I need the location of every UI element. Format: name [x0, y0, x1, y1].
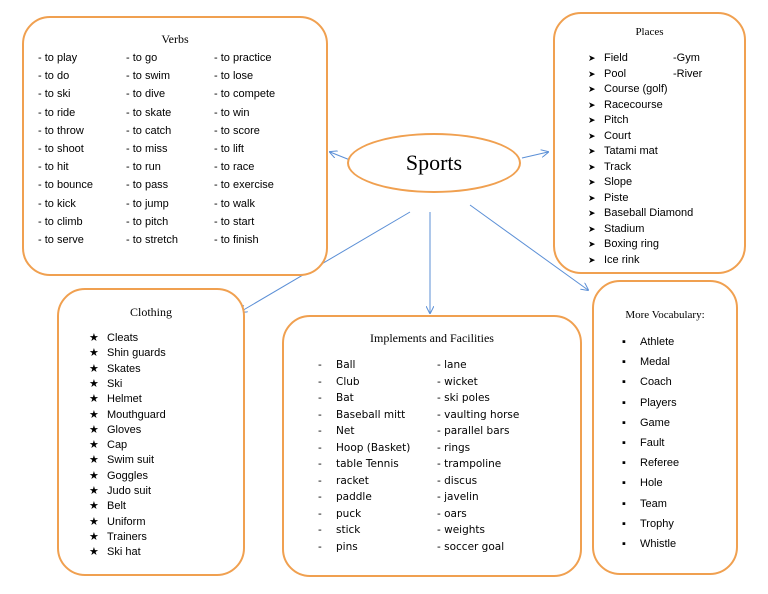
verb-item-text: - to race — [214, 161, 255, 174]
dash-icon: - — [318, 408, 322, 421]
verb-item-text: - to dive — [126, 88, 166, 101]
dash-icon: - — [318, 392, 322, 404]
dash-icon: - — [318, 458, 322, 470]
facility-item — [437, 523, 485, 537]
verb-item-text: - to bounce — [38, 179, 94, 192]
clothing-item — [89, 453, 154, 467]
facility-item-text: - parallel bars — [437, 425, 510, 437]
vocab-item-text: Players — [640, 396, 677, 409]
arrowhead-icon: ➤ — [588, 130, 596, 141]
place-item — [588, 160, 631, 174]
place-item — [588, 237, 659, 251]
verb-item-text: - to kick — [38, 197, 76, 210]
clothing-item — [89, 438, 127, 452]
facility-item-text: - vaulting horse — [437, 408, 520, 421]
arrowhead-icon: ➤ — [588, 223, 596, 234]
implements-box — [282, 315, 582, 577]
star-icon: ★ — [89, 485, 99, 497]
facility-item — [437, 474, 477, 488]
place-item — [588, 253, 639, 267]
verb-item — [214, 178, 274, 192]
vocab-item-text: Trophy — [640, 517, 674, 530]
dash-icon: - — [318, 540, 322, 553]
place-item-text: Field — [604, 52, 628, 64]
star-icon: ★ — [89, 454, 99, 467]
verb-item — [38, 160, 69, 174]
place-extra-item — [673, 67, 702, 81]
clothing-item — [89, 408, 166, 422]
clothing-item — [89, 530, 147, 544]
facility-item-text: - soccer goal — [437, 540, 505, 553]
place-item — [588, 206, 693, 220]
clothing-item — [89, 331, 138, 345]
clothing-item-text: Belt — [107, 500, 126, 513]
square-bullet-icon: ▪ — [622, 336, 626, 348]
vocab-item — [622, 497, 667, 511]
place-item-text: Court — [604, 129, 631, 142]
clothing-item-text: Judo suit — [107, 485, 152, 497]
verb-item-text: - to compete — [214, 88, 276, 101]
arrowhead-icon: ➤ — [588, 161, 596, 172]
arrowhead-icon: ➤ — [588, 239, 596, 249]
verb-item-text: - to skate — [126, 106, 172, 119]
place-item-text: Pool — [604, 67, 627, 80]
dash-icon: - — [318, 474, 322, 487]
facility-item-text: - oars — [437, 507, 467, 520]
vocab-item-text: Fault — [640, 437, 665, 449]
vocab-item — [622, 456, 679, 470]
clothing-item-text: Trainers — [107, 530, 147, 543]
arrowhead-icon: ➤ — [588, 192, 596, 203]
place-item-text: Course (golf) — [604, 83, 668, 95]
star-icon: ★ — [89, 347, 99, 360]
verb-item — [38, 124, 84, 138]
square-bullet-icon: ▪ — [622, 457, 626, 470]
vocab-item — [622, 476, 663, 490]
clothing-item-text: Uniform — [107, 515, 146, 528]
verb-item-text: - to shoot — [38, 143, 84, 155]
verb-item — [126, 87, 165, 101]
square-bullet-icon: ▪ — [622, 356, 626, 369]
implement-item-text: stick — [336, 524, 361, 536]
star-icon: ★ — [89, 546, 99, 559]
verb-item-text: - to swim — [126, 70, 170, 83]
verb-item-text: - to score — [214, 124, 260, 137]
place-item-text: Racecourse — [604, 98, 663, 111]
star-icon: ★ — [89, 439, 99, 452]
arrowhead-icon: ➤ — [588, 84, 596, 94]
verb-item — [126, 69, 170, 83]
place-extra-item-text: -River — [673, 67, 703, 80]
vocab-item-text: Medal — [640, 356, 670, 369]
place-item — [588, 222, 644, 236]
star-icon: ★ — [89, 530, 99, 543]
clothing-item — [89, 499, 126, 513]
verb-item — [214, 69, 253, 83]
star-icon: ★ — [89, 515, 99, 528]
star-icon: ★ — [89, 362, 99, 375]
facility-item — [437, 375, 478, 389]
implement-item — [318, 507, 361, 521]
implement-item-text: pins — [336, 540, 358, 553]
implement-item-text: puck — [336, 507, 362, 520]
square-bullet-icon: ▪ — [622, 517, 626, 530]
verb-item — [38, 87, 70, 101]
place-item-text: Slope — [604, 176, 633, 188]
arrowhead-icon: ➤ — [588, 146, 596, 156]
verb-item — [126, 233, 178, 247]
dash-icon: - — [318, 375, 322, 388]
clothing-item-text: Shin guards — [107, 347, 166, 360]
square-bullet-icon: ▪ — [622, 416, 626, 429]
verb-item — [126, 197, 169, 211]
dash-icon: - — [318, 524, 322, 536]
verb-item — [214, 106, 249, 120]
vocab-box — [592, 280, 738, 575]
clothing-box — [57, 288, 245, 576]
clothing-item — [89, 346, 166, 360]
clothing-item-text: Goggles — [107, 469, 148, 482]
place-item-text: Pitch — [604, 114, 629, 126]
verb-item-text: - to hit — [38, 161, 69, 174]
vocab-item — [622, 396, 677, 410]
verb-item — [38, 69, 69, 83]
verb-item — [214, 160, 254, 174]
center-label: Sports — [405, 150, 463, 175]
facility-item — [437, 424, 509, 438]
verb-item-text: - to lift — [214, 143, 244, 155]
facility-item-text: - discus — [437, 474, 478, 487]
verb-item-text: - to lose — [214, 70, 254, 83]
facility-item — [437, 507, 467, 521]
star-icon: ★ — [89, 500, 99, 513]
verb-item — [126, 51, 157, 65]
dash-icon: - — [318, 359, 322, 371]
verb-item-text: - to ride — [38, 106, 76, 119]
verb-item-text: - to go — [126, 52, 158, 64]
verb-item — [214, 51, 271, 65]
verb-item-text: - to win — [214, 106, 250, 119]
facility-item-text: - wicket — [437, 375, 478, 388]
place-item-text: Tatami mat — [604, 145, 658, 157]
star-icon: ★ — [89, 377, 99, 390]
verb-item — [126, 124, 171, 138]
implement-item — [318, 474, 369, 488]
center-node-sports — [347, 133, 521, 193]
vocab-item — [622, 375, 672, 389]
implements-title: Implements and Facilities — [370, 331, 494, 345]
place-item-text: Ice rink — [604, 253, 640, 266]
dash-icon: - — [318, 441, 322, 454]
verb-item-text: - to start — [214, 215, 255, 228]
place-extra-item-text: -Gym — [673, 52, 700, 64]
vocab-item-text: Team — [640, 497, 667, 510]
place-item — [588, 98, 663, 112]
clothing-item-text: Ski hat — [107, 546, 141, 559]
verb-item — [126, 160, 161, 174]
dash-icon: - — [318, 425, 322, 437]
verb-item-text: - to pitch — [126, 215, 169, 228]
vocab-item-text: Whistle — [640, 538, 677, 550]
verb-item-text: - to miss — [126, 143, 168, 155]
verb-item-text: - to serve — [38, 234, 84, 246]
facility-item — [437, 358, 467, 372]
facility-item — [437, 391, 490, 405]
clothing-item — [89, 469, 148, 483]
square-bullet-icon: ▪ — [622, 396, 626, 409]
places-title: Places — [635, 26, 664, 38]
place-item-text: Stadium — [604, 222, 645, 235]
facility-item — [437, 457, 501, 471]
vocab-title: More Vocabulary: — [625, 309, 705, 321]
verb-item — [126, 215, 168, 229]
verb-item — [214, 233, 259, 247]
arrowhead-icon: ➤ — [588, 53, 596, 63]
place-item-text: Track — [604, 160, 632, 173]
verb-item — [38, 106, 75, 120]
vocab-item — [622, 517, 674, 531]
clothing-item-text: Gloves — [107, 423, 142, 436]
implement-item-text: table Tennis — [336, 458, 399, 470]
verb-item — [38, 215, 83, 229]
arrowhead-icon: ➤ — [588, 177, 596, 187]
place-extra-item — [673, 51, 700, 65]
square-bullet-icon: ▪ — [622, 477, 626, 490]
verb-item — [214, 124, 260, 138]
clothing-item-text: Cap — [107, 439, 128, 452]
clothing-item-text: Swim suit — [107, 454, 155, 467]
facility-item-text: - trampoline — [437, 458, 502, 470]
vocab-item — [622, 335, 674, 349]
place-item — [588, 144, 658, 158]
implement-item-text: Ball — [336, 359, 356, 371]
place-item — [588, 82, 668, 96]
dash-icon: - — [318, 507, 322, 520]
implement-item — [318, 408, 405, 422]
verb-item — [38, 197, 76, 211]
arrowhead-icon: ➤ — [588, 68, 596, 79]
clothing-item — [89, 423, 141, 437]
vocab-item-text: Athlete — [640, 336, 675, 348]
place-item — [588, 51, 628, 65]
vocab-item — [622, 355, 670, 369]
arrowhead-icon: ➤ — [588, 254, 596, 265]
star-icon: ★ — [89, 393, 99, 406]
implement-item-text: Club — [336, 375, 360, 388]
implement-item — [318, 375, 360, 389]
verbs-box — [22, 16, 328, 276]
verb-item-text: - to exercise — [214, 179, 274, 192]
vocab-item-text: Coach — [640, 376, 672, 389]
dash-icon: - — [318, 491, 322, 503]
star-icon: ★ — [89, 332, 99, 344]
verb-item-text: - to finish — [214, 234, 259, 246]
clothing-item — [89, 515, 146, 529]
place-item-text: Boxing ring — [604, 238, 660, 250]
implement-item — [318, 540, 358, 554]
verb-item-text: - to jump — [126, 197, 169, 210]
arrowhead-icon: ➤ — [588, 208, 596, 218]
place-item — [588, 129, 631, 143]
vocab-item — [622, 537, 676, 551]
verb-item-text: - to play — [38, 52, 78, 64]
verbs-title: Verbs — [161, 32, 189, 46]
implement-item — [318, 424, 354, 438]
clothing-item-text: Mouthguard — [107, 408, 166, 421]
verb-item-text: - to do — [38, 70, 70, 83]
vocab-item-text: Hole — [640, 477, 663, 490]
facility-item — [437, 441, 470, 455]
implement-item-text: paddle — [336, 491, 372, 503]
implement-item — [318, 523, 360, 537]
facility-item-text: - javelin — [437, 491, 479, 503]
facility-item — [437, 540, 504, 554]
clothing-item — [89, 362, 141, 376]
star-icon: ★ — [89, 469, 99, 482]
place-item — [588, 175, 632, 189]
implement-item-text: Net — [336, 425, 355, 437]
verb-item — [38, 178, 93, 192]
verb-item — [38, 51, 77, 65]
verb-item — [214, 197, 255, 211]
clothing-item-text: Ski — [107, 377, 123, 390]
verb-item-text: - to walk — [214, 197, 255, 210]
star-icon: ★ — [89, 408, 99, 421]
clothing-item — [89, 377, 122, 391]
clothing-item — [89, 392, 142, 406]
arrow-to-places — [522, 152, 548, 158]
vocab-item-text: Game — [640, 416, 670, 429]
clothing-item-text: Cleats — [107, 332, 139, 344]
implement-item — [318, 490, 372, 504]
place-item — [588, 67, 626, 81]
arrowhead-icon: ➤ — [588, 99, 596, 110]
implement-item-text: Baseball mitt — [336, 408, 406, 421]
clothing-item-text: Helmet — [107, 393, 142, 406]
implement-item — [318, 391, 354, 405]
implement-item — [318, 457, 399, 471]
place-item — [588, 191, 628, 205]
verb-item — [126, 142, 168, 156]
verb-item-text: - to practice — [214, 52, 272, 64]
facility-item-text: - weights — [437, 524, 485, 536]
verb-item — [38, 233, 84, 247]
place-item — [588, 113, 628, 127]
vocab-item — [622, 436, 664, 450]
implement-item — [318, 441, 410, 455]
star-icon: ★ — [89, 423, 99, 436]
facility-item-text: - ski poles — [437, 392, 490, 404]
verb-item-text: - to pass — [126, 179, 169, 192]
clothing-item — [89, 484, 151, 498]
implement-item — [318, 358, 355, 372]
square-bullet-icon: ▪ — [622, 376, 626, 389]
verb-item — [214, 87, 275, 101]
verb-item — [126, 178, 168, 192]
place-item-text: Piste — [604, 191, 629, 204]
facility-item — [437, 408, 519, 422]
verb-item-text: - to catch — [126, 124, 172, 137]
verb-item-text: - to stretch — [126, 234, 178, 246]
facility-item-text: - rings — [437, 441, 471, 454]
verb-item-text: - to climb — [38, 215, 83, 228]
facility-item — [437, 490, 479, 504]
square-bullet-icon: ▪ — [622, 538, 626, 550]
facility-item-text: - lane — [437, 359, 467, 371]
places-box — [553, 12, 746, 274]
clothing-item — [89, 545, 141, 559]
verb-item — [38, 142, 84, 156]
verb-item-text: - to run — [126, 161, 161, 174]
vocab-item-text: Referee — [640, 457, 680, 470]
verb-item-text: - to throw — [38, 124, 84, 137]
square-bullet-icon: ▪ — [622, 497, 626, 510]
vocab-item — [622, 416, 670, 430]
verb-item — [214, 215, 254, 229]
implement-item-text: racket — [336, 474, 369, 487]
verb-item-text: - to ski — [38, 88, 71, 101]
arrowhead-icon: ➤ — [588, 115, 596, 125]
clothing-title: Clothing — [129, 305, 172, 319]
implement-item-text: Hoop (Basket) — [336, 441, 411, 454]
verb-item — [126, 106, 171, 120]
verb-item — [214, 142, 244, 156]
clothing-item-text: Skates — [107, 362, 141, 375]
implement-item-text: Bat — [336, 392, 354, 404]
square-bullet-icon: ▪ — [622, 437, 626, 449]
place-item-text: Baseball Diamond — [604, 207, 694, 219]
